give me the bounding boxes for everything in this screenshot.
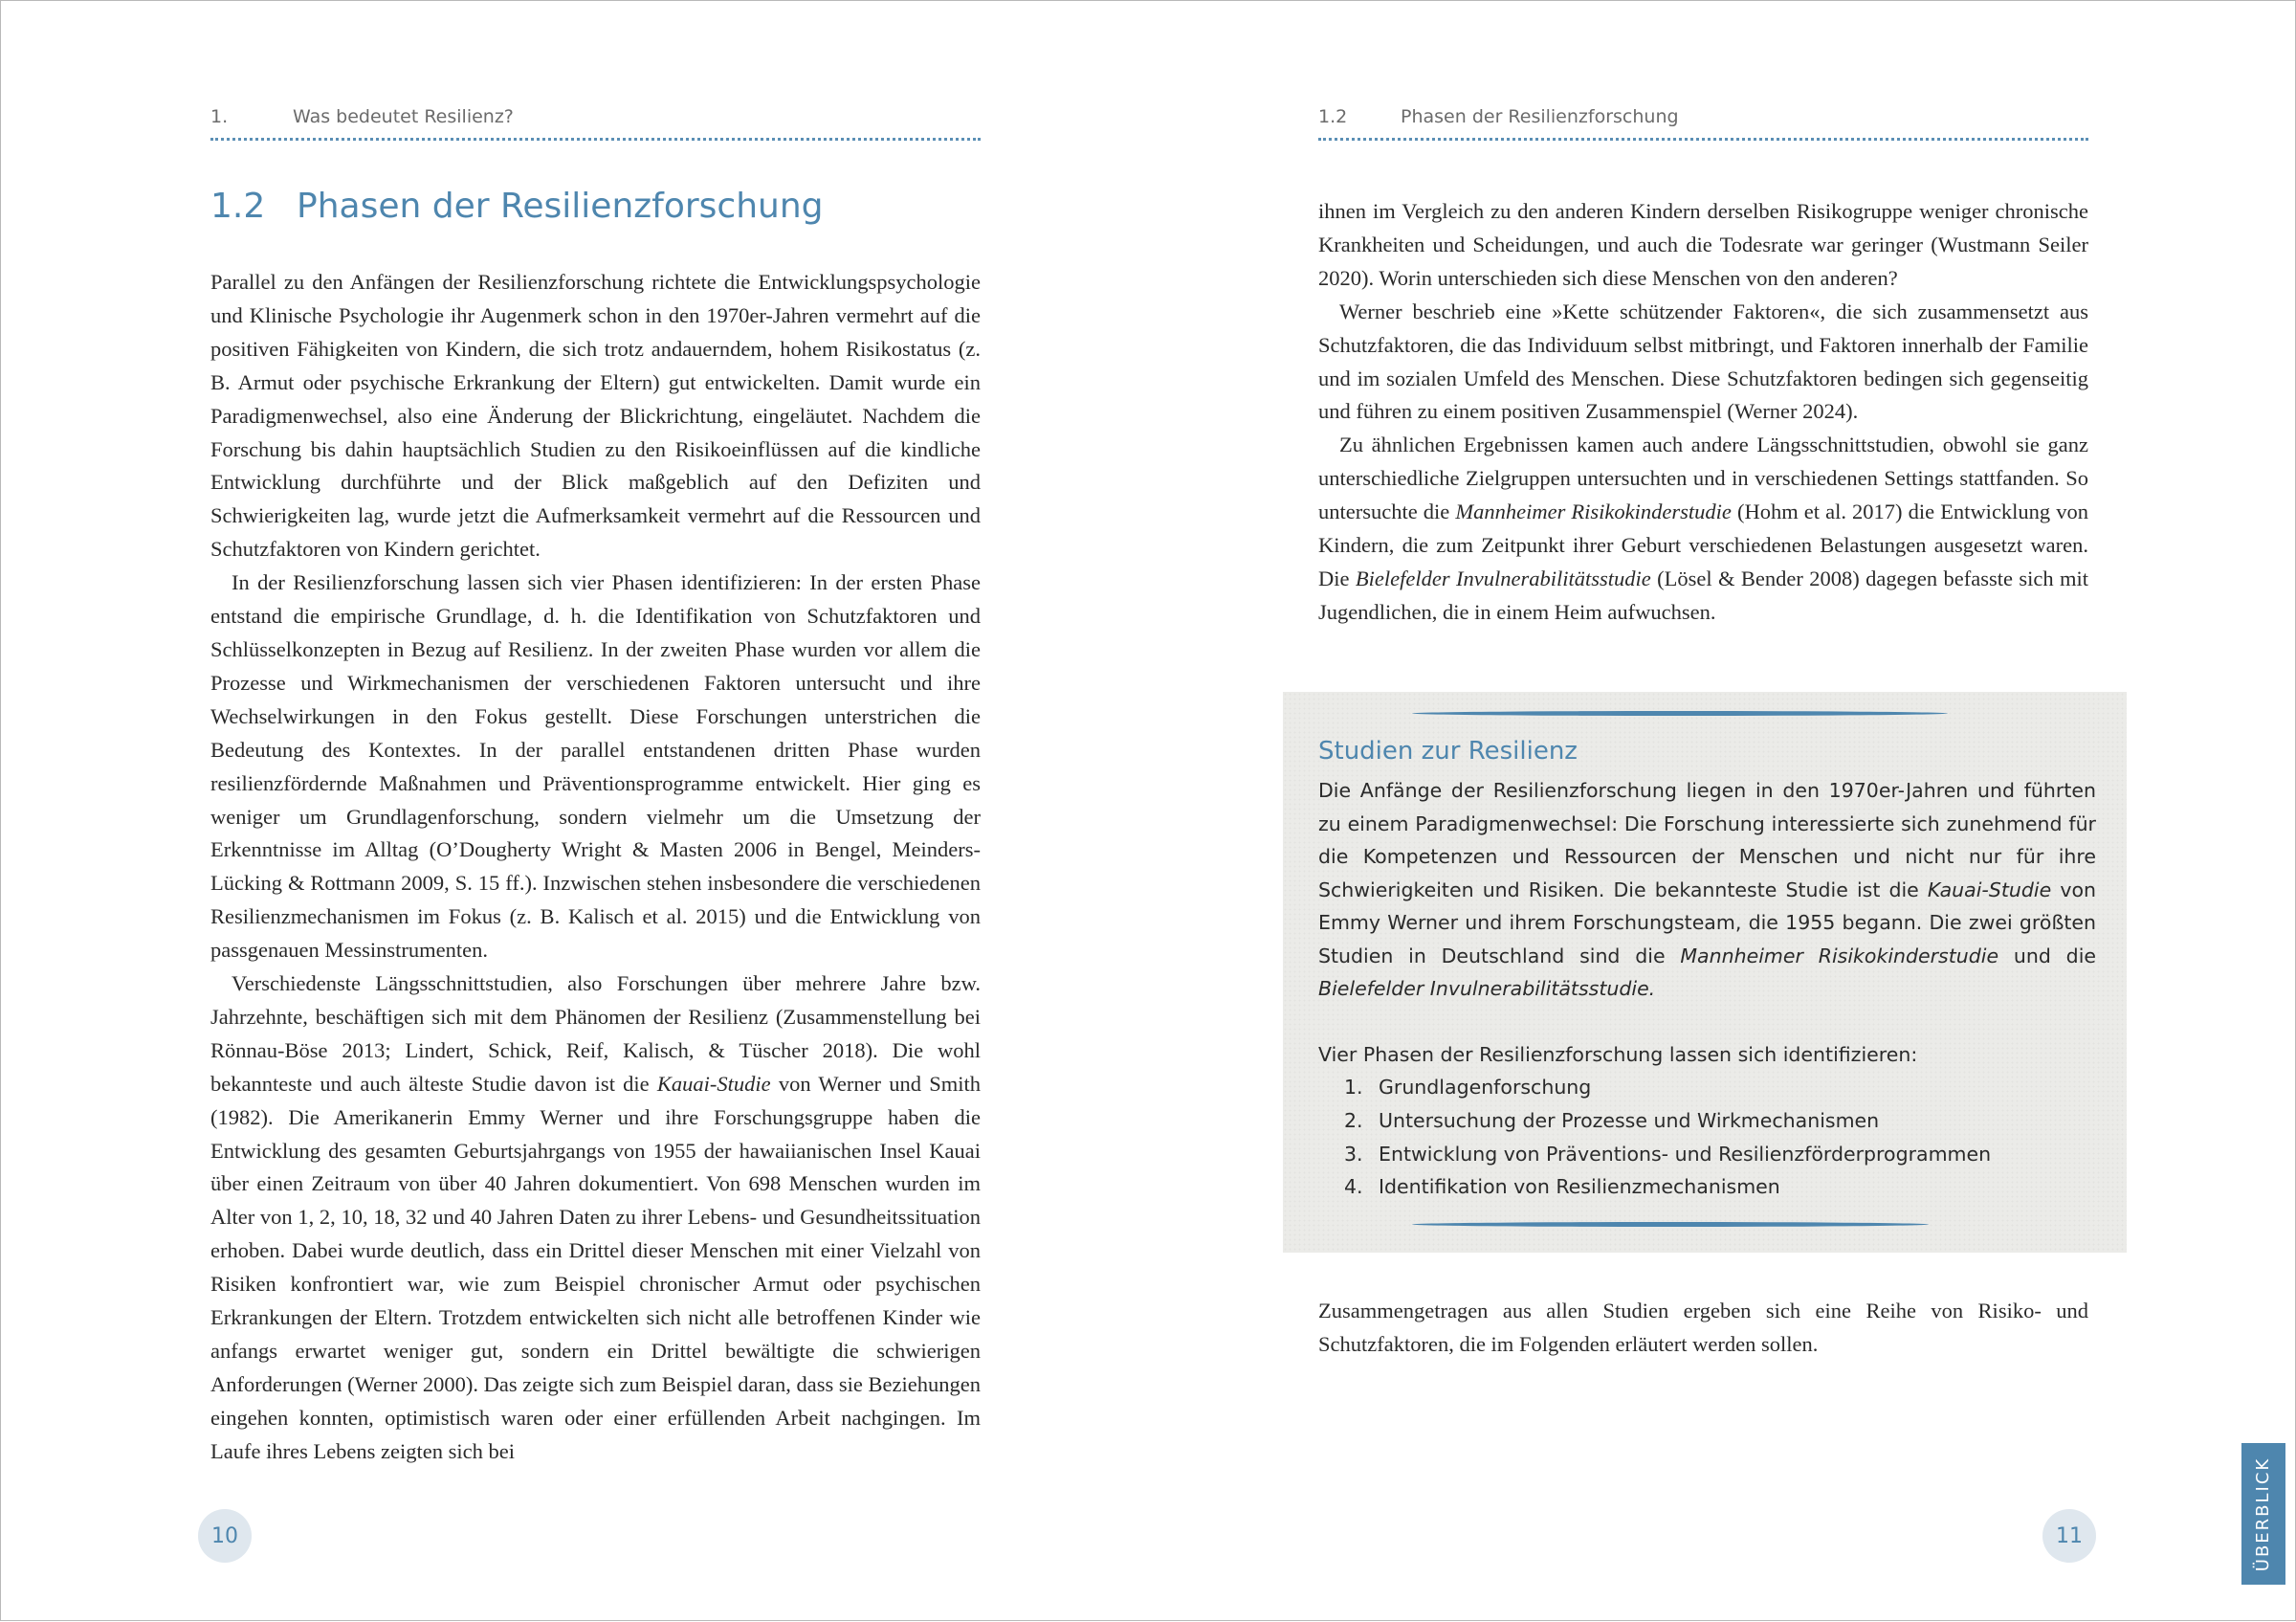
list-item <box>1318 1071 2096 1104</box>
list-item-label: Untersuchung der Prozesse und Wirkmechanismen <box>1379 1108 1880 1132</box>
running-head-title: Was bedeutet Resilienz? <box>293 106 514 127</box>
running-head-number: 1.2 <box>1318 106 1348 127</box>
section-number: 1.2 <box>210 187 266 226</box>
side-tab-label: ÜBERBLICK <box>2253 1456 2274 1571</box>
paragraph <box>210 967 981 1469</box>
page-number: 10 <box>211 1523 238 1548</box>
study-name: Mannheimer Risikokinderstudie <box>1680 944 1999 967</box>
page-number: 11 <box>2056 1523 2083 1548</box>
study-name: Mannheimer Risikokinderstudie <box>1455 500 1732 524</box>
box-top-rule <box>1412 711 1948 716</box>
box-list-lead: Vier Phasen der Resilienzforschung lassen sich identifizieren: <box>1318 1043 1918 1066</box>
paragraph <box>1318 429 2088 629</box>
right-closing-text <box>1318 1295 2088 1362</box>
page-number-badge <box>198 1509 252 1563</box>
list-item-number: 2. <box>1344 1108 1363 1132</box>
text-run: Zu ähnlichen Ergebnissen kamen auch andere Längsschnittstudien, obwohl sie ganz unterschiedliche Zielgruppen untersuchten und in verschiedenen Settings stattfanden. So untersuchte die <box>1318 433 2088 524</box>
paragraph: In der Resilienzforschung lassen sich vier Phasen identifizieren: In der ersten Phase entstand die empirische Grundlage, d. h. die Identifikation von Schutzfaktoren und Schlüsselkonzepten in Bezug auf Resilienz. In der zweiten Phase wurden vor allem die Prozesse und Wirkmechanismen der verschiedenen Faktoren untersucht und ihre Wechselwirkungen in den Fokus gestellt. Diese Forschungen unterstrichen die Bedeutung des Kontextes. In der parallel entstandenen dritten Phase wurden resilienzfördernde Maßnahmen und Präventionsprogramme entwickelt. Hier ging es weniger um Grundlagenforschung, sondern vielmehr um die Umsetzung der Erkenntnisse im Alltag (O’Dougherty Wright & Masten 2006 in Bengel, Meinders-Lücking & Rottmann 2009, S. 15 ff.). Inzwischen stehen insbesondere die verschiedenen Resilienzmechanismen im Fokus (z. B. Kalisch et al. 2015) und die Entwicklung von passgenauen Messinstrumenten. <box>210 570 981 963</box>
running-head-number: 1. <box>210 106 229 127</box>
paragraph: ihnen im Vergleich zu den anderen Kindern derselben Risikogruppe weniger chronische Krankheiten und Scheidungen, und auch die Todesrate war geringer (Wustmann Seiler 2020). Worin unterschieden sich diese Menschen von den anderen? <box>1318 199 2088 290</box>
paragraph: Parallel zu den Anfängen der Resilienzforschung richtete die Entwicklungspsychologie und Klinische Psychologie ihr Augenmerk schon in den 1970er-Jahren vermehrt auf die positiven Fähigkeiten von Kindern, die sich trotz andauerndem, hohem Risikostatus (z. B. Armut oder psychische Erkrankung der Eltern) gut entwickelten. Damit wurde ein Paradigmenwechsel, also eine Änderung der Blickrichtung, eingeläutet. Nachdem die Forschung bis dahin hauptsächlich Studien zu den Risikoeinflüssen auf die kindliche Entwicklung durchführte und der Blick maßgeblich auf den Defiziten und Schwierigkeiten lag, wurde jetzt die Aufmerksamkeit vermehrt auf die Ressourcen und Schutzfaktoren von Kindern gerichtet. <box>210 270 981 562</box>
section-heading <box>210 187 824 226</box>
running-head-right <box>1318 106 2088 141</box>
list-item-number: 3. <box>1344 1142 1363 1166</box>
phase-list <box>1318 1071 2096 1204</box>
text-run: von Emmy Werner und ihrem Forschungsteam, die 1955 begann. Die zwei größten Studien in Deutschland sind die <box>1318 878 2096 967</box>
text-run: (Hohm et al. 2017) die Entwicklung von Kindern, die zum Zeitpunkt ihrer Geburt verschiedenen Belastungen ausgesetzt waren. Die <box>1318 500 2089 590</box>
list-item-label: Grundlagenforschung <box>1379 1076 1592 1099</box>
list-item <box>1318 1138 2096 1171</box>
study-name: Kauai-Studie <box>656 1071 771 1096</box>
list-item <box>1318 1170 2096 1204</box>
left-page <box>1 1 1149 1622</box>
box-bottom-rule <box>1412 1222 1929 1227</box>
paragraph: Werner beschrieb eine »Kette schützender Faktoren«, die sich zusammensetzt aus Schutzfaktoren, die das Individuum selbst mitbringt, und Faktoren innerhalb der Familie und im sozialen Umfeld des Menschen. Diese Schutzfaktoren bedingen sich gegenseitig und führen zu einem positiven Zusammenspiel (Werner 2024). <box>1318 299 2088 424</box>
text-run: von Werner und Smith (1982). Die Amerikanerin Emmy Werner und ihre Forschungsgruppe haben die Entwicklung des gesamten Geburtsjahrgangs von 1955 der hawaiianischen Insel Kauai über einen Zeitraum von über 40 Jahren dokumentiert. Von 698 Menschen wurden im Alter von 1, 2, 10, 18, 32 und 40 Jahren Daten zu ihrer Lebens- und Gesundheitssituation erhoben. Dabei wurde deutlich, dass ein Drittel dieser Menschen mit einer Vielzahl von Risiken konfrontiert war, wie zum Beispiel chronischer Armut oder psychischen Erkrankungen der Eltern. Trotzdem entwickelten sich nicht alle betroffenen Kinder wie anfangs erwartet weniger gut, sondern ein Drittel bewältigte die schwierigen Anforderungen (Werner 2000). Das zeigte sich zum Beispiel daran, dass sie Beziehungen eingehen konnten, optimistisch waren oder einer erfüllenden Arbeit nachgingen. Im Laufe ihres Lebens zeigten sich bei <box>210 1071 981 1463</box>
right-page <box>1149 1 2296 1622</box>
list-item <box>1318 1104 2096 1138</box>
left-body-text <box>210 266 981 1469</box>
list-item-number: 4. <box>1344 1175 1363 1199</box>
running-head-left <box>210 106 981 141</box>
running-head-title: Phasen der Resilienzforschung <box>1401 106 1679 127</box>
right-body-text <box>1318 195 2088 630</box>
list-item-label: Entwicklung von Präventions- und Resilienzförderprogrammen <box>1379 1142 1992 1166</box>
box-summary <box>1318 774 2096 1006</box>
paragraph: Zusammengetragen aus allen Studien ergeben sich eine Reihe von Risiko- und Schutzfaktoren, die im Folgenden erläutert werden sollen. <box>1318 1299 2088 1356</box>
text-run: und die <box>1998 944 2097 967</box>
list-item-number: 1. <box>1344 1076 1363 1099</box>
page-number-badge <box>2042 1509 2096 1563</box>
text-run: (Lösel & Bender 2008) dagegen befasste sich mit Jugendlichen, die in einem Heim aufwuchsen. <box>1318 566 2088 624</box>
box-title: Studien zur Resilienz <box>1318 737 1578 766</box>
study-name: Bielefelder Invulnerabilitätsstudie <box>1355 566 1651 590</box>
study-name: Bielefelder Invulnerabilitätsstudie. <box>1318 977 1656 1000</box>
section-title: Phasen der Resilienzforschung <box>297 187 824 226</box>
text-run: Verschiedenste Längsschnittstudien, also Forschungen über mehrere Jahre bzw. Jahrzehnte, beschäftigen sich mit dem Phänomen der Resilienz (Zusammenstellung bei Rönnau-Böse 2013; Lindert, Schick, Reif, Kalisch, & Tüscher 2018). Die wohl bekannteste und auch älteste Studie davon ist die <box>210 971 981 1096</box>
study-name: Kauai-Studie <box>1927 878 2052 901</box>
text-run: Die Anfänge der Resilienzforschung liegen in den 1970er-Jahren und führten zu einem Paradigmenwechsel: Die Forschung interessierte sich zunehmend für die Kompetenzen und Ressourcen der Menschen und nicht nur für ihre Schwierigkeiten und Risiken. Die bekannteste Studie ist die <box>1318 779 2096 901</box>
overview-side-tab <box>2241 1443 2285 1585</box>
list-item-label: Identifikation von Resilienzmechanismen <box>1379 1175 1780 1199</box>
